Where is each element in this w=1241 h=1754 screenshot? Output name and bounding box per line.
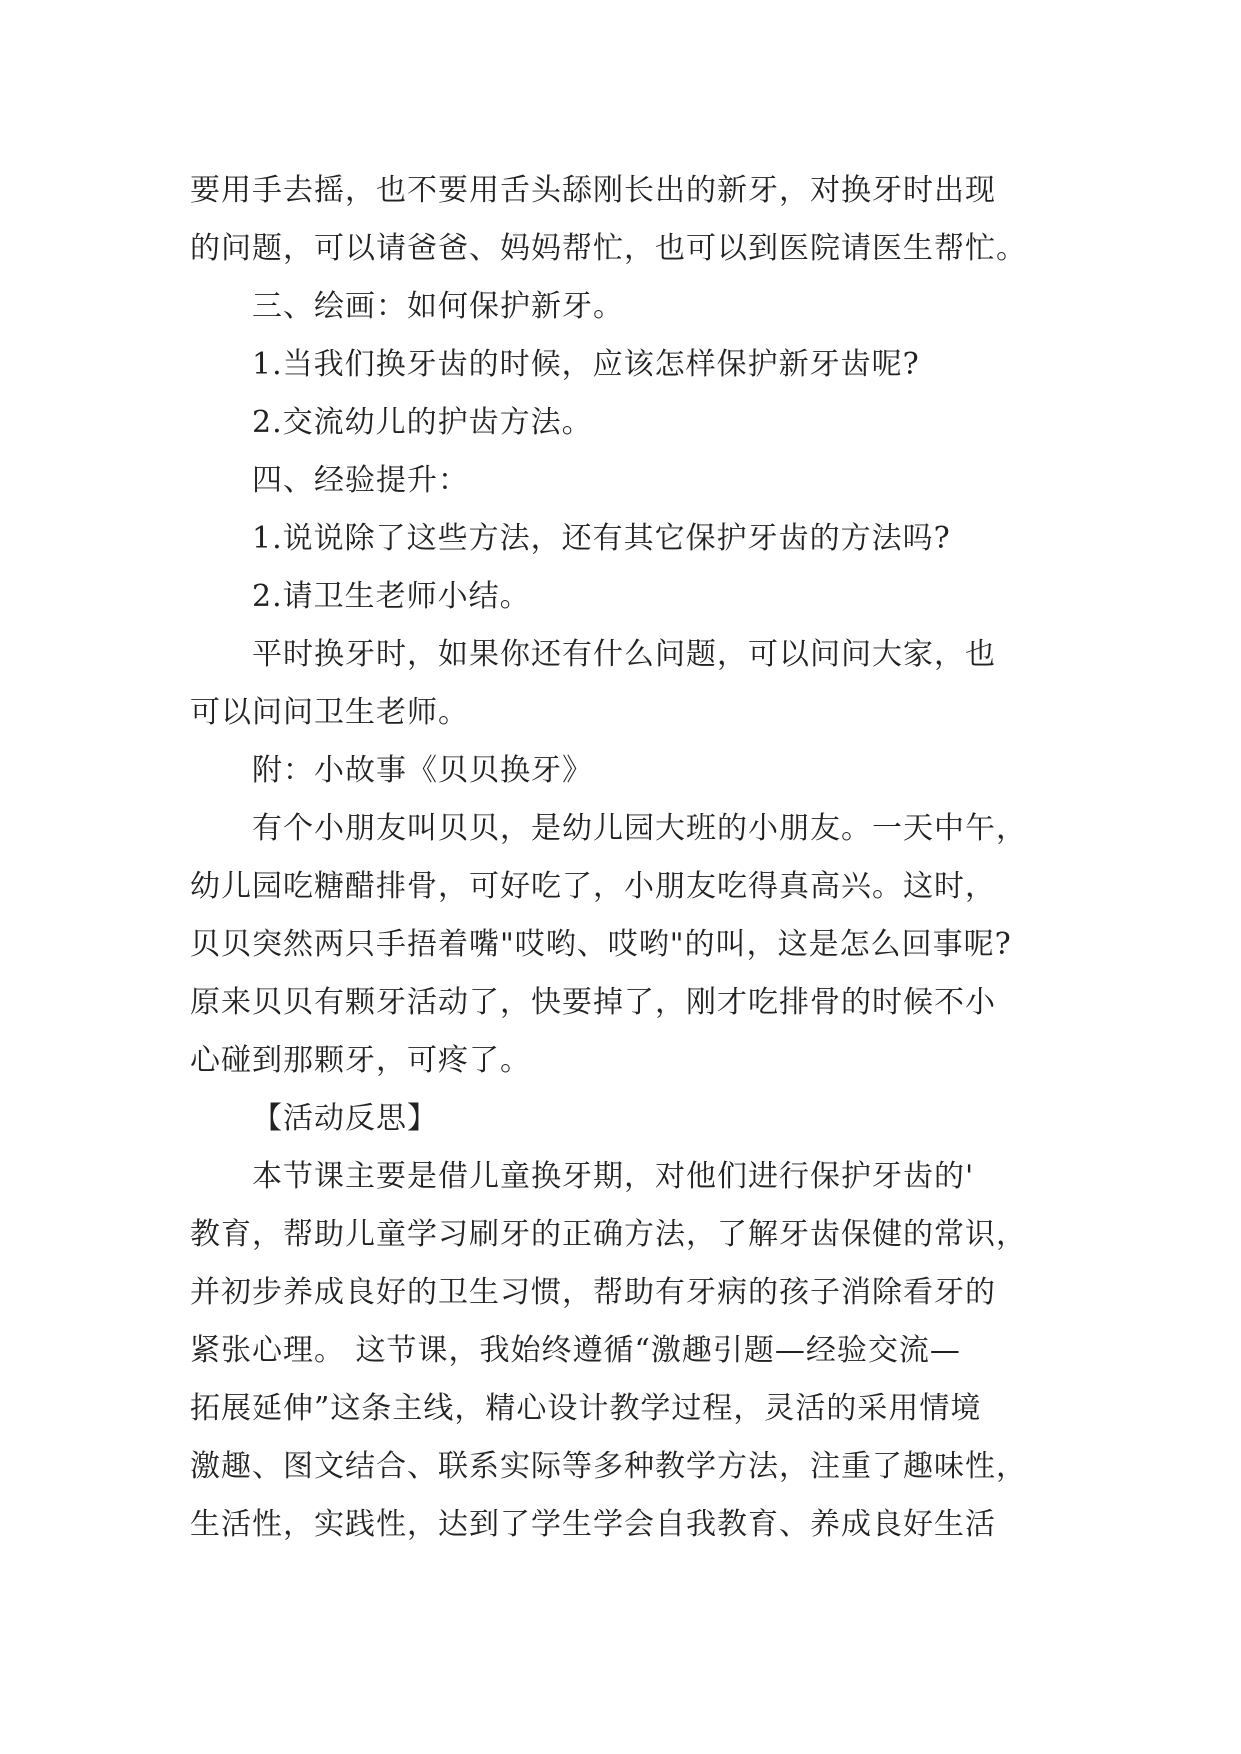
text-line: 激趣、图文结合、联系实际等多种教学方法，注重了趣味性， bbox=[190, 1449, 1027, 1484]
text-line: 可以问问卫生老师。 bbox=[190, 695, 469, 730]
document-body bbox=[190, 162, 1060, 1554]
text-line: 拓展延伸”这条主线，精心设计教学过程，灵活的采用情境 bbox=[190, 1391, 982, 1426]
text-line: 的问题，可以请爸爸、妈妈帮忙，也可以到医院请医生帮忙。 bbox=[190, 231, 1027, 266]
text-line: 教育，帮助儿童学习刷牙的正确方法，了解牙齿保健的常识， bbox=[190, 1217, 1027, 1252]
text-line: 1.当我们换牙齿的时候，应该怎样保护新牙齿呢? bbox=[252, 347, 920, 382]
text-line: 原来贝贝有颗牙活动了，快要掉了，刚才吃排骨的时候不小 bbox=[190, 985, 996, 1020]
text-line: 四、经验提升： bbox=[252, 463, 469, 498]
text-line: 平时换牙时，如果你还有什么问题，可以问问大家，也 bbox=[252, 637, 996, 672]
text-line: 1.说说除了这些方法，还有其它保护牙齿的方法吗? bbox=[252, 521, 951, 556]
text-line: 有个小朋友叫贝贝，是幼儿园大班的小朋友。一天中午， bbox=[252, 811, 1027, 846]
text-line: 本节课主要是借儿童换牙期，对他们进行保护牙齿的' bbox=[252, 1159, 975, 1194]
text-line: 附：小故事《贝贝换牙》 bbox=[252, 753, 593, 788]
text-line: 贝贝突然两只手捂着嘴"哎哟、哎哟"的叫，这是怎么回事呢? bbox=[190, 927, 1012, 962]
text-line: 要用手去摇，也不要用舌头舔刚长出的新牙，对换牙时出现 bbox=[190, 173, 996, 208]
text-line: 2.请卫生老师小结。 bbox=[252, 579, 531, 614]
text-line: 生活性，实践性，达到了学生学会自我教育、养成良好生活 bbox=[190, 1507, 996, 1542]
text-line: 【活动反思】 bbox=[252, 1101, 438, 1136]
text-line: 三、绘画：如何保护新牙。 bbox=[252, 289, 624, 324]
text-line: 2.交流幼儿的护齿方法。 bbox=[252, 405, 593, 440]
text-line: 并初步养成良好的卫生习惯，帮助有牙病的孩子消除看牙的 bbox=[190, 1275, 996, 1310]
text-line: 幼儿园吃糖醋排骨，可好吃了，小朋友吃得真高兴。这时， bbox=[190, 869, 996, 904]
text-line: 紧张心理。 这节课，我始终遵循“激趣引题—经验交流— bbox=[190, 1333, 961, 1368]
text-line: 心碰到那颗牙，可疼了。 bbox=[190, 1043, 531, 1078]
